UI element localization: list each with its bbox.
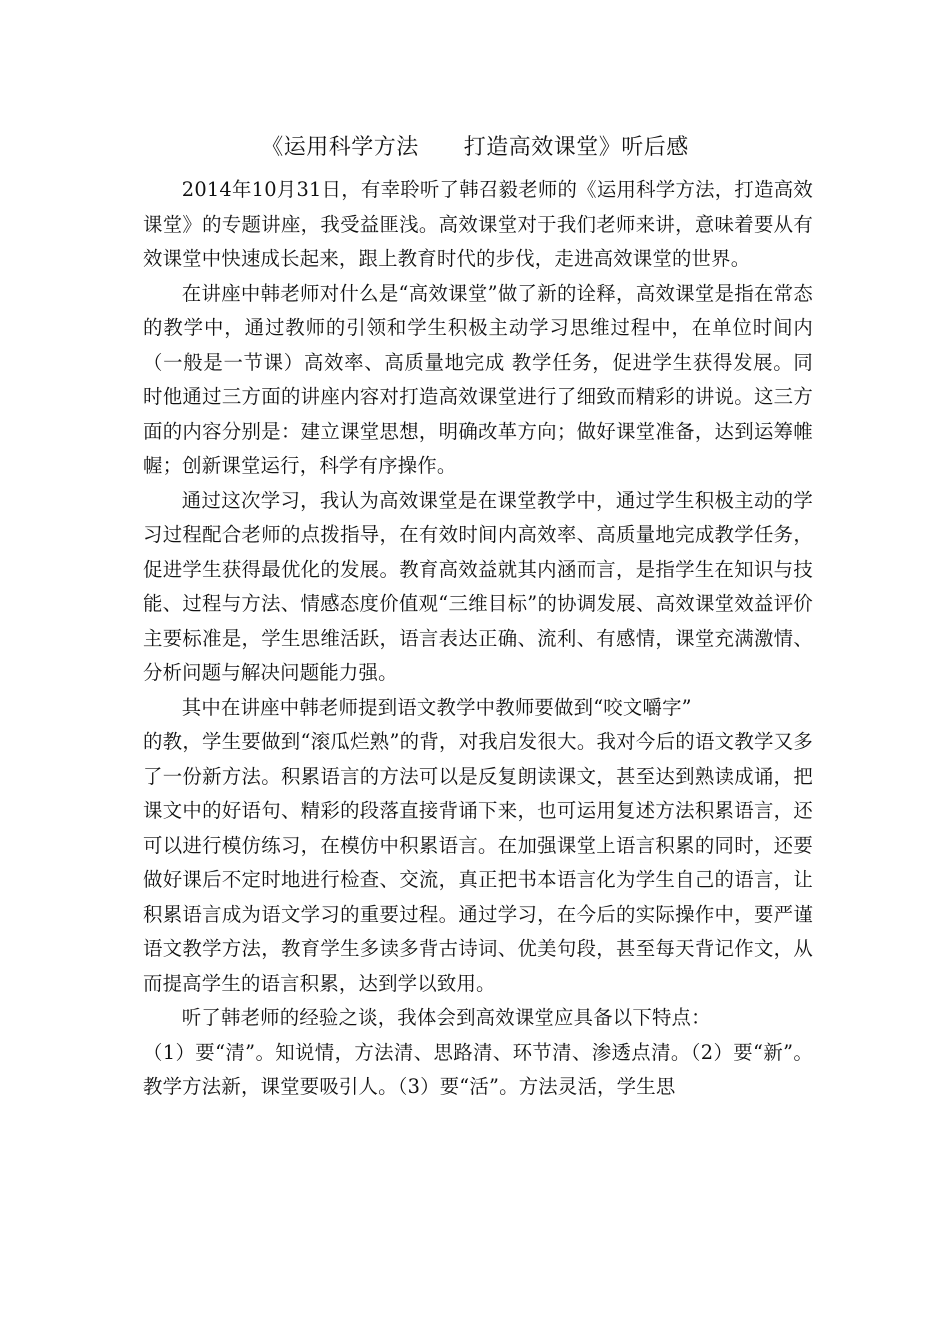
document-body — [143, 173, 813, 1105]
paragraph-5-body: （1）要“清”。知说情，方法清、思路清、环节清、渗透点清。（2）要“新”。教学方法新，课堂要吸引人。（3）要“活”。方法灵活，学生思 — [143, 1040, 813, 1098]
paragraph-2: 在讲座中韩老师对什么是“高效课堂”做了新的诠释，高效课堂是指在常态的教学中，通过教师的引领和学生积极主动学习思维过程中，在单位时间内（一般是一节课）高效率、高质量地完成 教学任务，促进学生获得发展。同时他通过三方面的讲座内容对打造高效课堂进行了细致而精彩的讲说。这三方面的内容分别是：建立课堂思想，明确改革方向；做好课堂准备，达到运筹帷幄；创新课堂运行，科学有序操作。 — [143, 281, 813, 477]
paragraph-5 — [143, 1001, 813, 1105]
paragraph-5-first-line: 听了韩老师的经验之谈，我体会到高效课堂应具备以下特点： — [181, 1006, 711, 1029]
paragraph-4-first-line: 其中在讲座中韩老师提到语文教学中教师要做到“咬文嚼字” — [181, 695, 692, 719]
paragraph-1: 2014年10月31日，有幸聆听了韩召毅老师的《运用科学方法，打造高效课堂》的专题讲座，我受益匪浅。高效课堂对于我们老师来讲，意味着要从有效课堂中快速成长起来，跟上教育时代的步伐，走进高效课堂的世界。 — [143, 178, 813, 270]
document-title: 《运用科学方法 打造高效课堂》听后感 — [261, 135, 689, 160]
paragraph-3: 通过这次学习，我认为高效课堂是在课堂教学中，通过学生积极主动的学习过程配合老师的点拨指导，在有效时间内高效率、高质量地完成教学任务，促进学生获得最优化的发展。教育高效益就其内涵而言，是指学生在知识与技能、过程与方法、情感态度价值观“三维目标”的协调发展、高效课堂效益评价主要标准是，学生思维活跃，语言表达正确、流利、有感情，课堂充满激情、分析问题与解决问题能力强。 — [143, 488, 813, 684]
paragraph-4 — [143, 691, 813, 1002]
paragraph-4-body: 的教，学生要做到“滚瓜烂熟”的背，对我启发很大。我对今后的语文教学又多了一份新方法。积累语言的方法可以是反复朗读课文，甚至达到熟读成诵，把课文中的好语句、精彩的段落直接背诵下来，也可运用复述方法积累语言，还可以进行模仿练习，在模仿中积累语言。在加强课堂上语言积累的同时，还要做好课后不定时地进行检查、交流，真正把书本语言化为学生自己的语言，让积累语言成为语文学习的重要过程。通过学习，在今后的实际操作中，要严谨语文教学方法，教育学生多读多背古诗词、优美句段，甚至每天背记作文，从而提高学生的语言积累，达到学以致用。 — [143, 730, 813, 995]
